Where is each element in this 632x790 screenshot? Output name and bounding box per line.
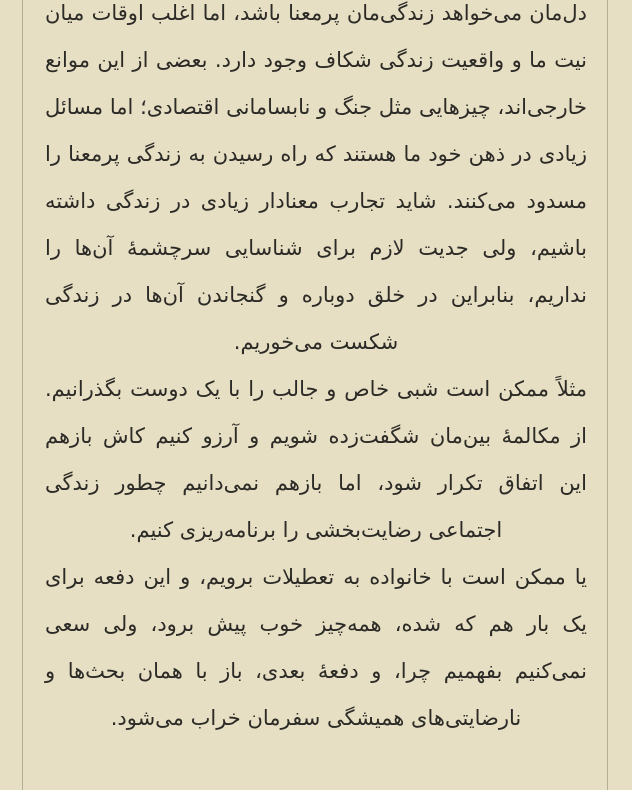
book-page bbox=[22, 0, 608, 790]
paragraph-2: مثلاً ممکن است شبی خاص و جالب را با یک دوست بگذرانیم. از مکالمهٔ بین‌مان شگفت‌زده شویم و آرزو کنیم کاش بازهم این اتفاق تکرار شود، اما بازهم نمی‌دانیم چطور زندگی اجتماعی رضایت‌بخشی را برنامه‌ریزی کنیم. bbox=[45, 377, 587, 542]
body-text bbox=[45, 0, 587, 742]
paragraph-3: یا ممکن است با خانواده به تعطیلات برویم، و این دفعه برای یک بار هم که شده، همه‌چیز خوب پیش برود، ولی سعی نمی‌کنیم بفهمیم چرا، و دفعهٔ بعدی، باز با همان بحث‌ها و نارضایتی‌های همیشگی سفرمان خراب می‌شود. bbox=[45, 565, 587, 730]
paragraph-1: دل‌مان می‌خواهد زندگی‌مان پرمعنا باشد، اما اغلب اوقات میان نیت ما و واقعیت زندگی شکاف وجود دارد. بعضی از این موانع خارجی‌اند، چیزهایی مثل جنگ و نابسامانی اقتصادی؛ اما مسائل زیادی در ذهن خود ما هستند که راه رسیدن به زندگی پرمعنا را مسدود می‌کنند. شاید تجارب معنادار زیادی در زندگی داشته باشیم، ولی جدیت لازم برای شناسایی سرچشمهٔ آن‌ها را نداریم، بنابراین در خلق دوباره و گنجاندن آن‌ها در زندگی شکست می‌خوریم. bbox=[45, 1, 587, 354]
